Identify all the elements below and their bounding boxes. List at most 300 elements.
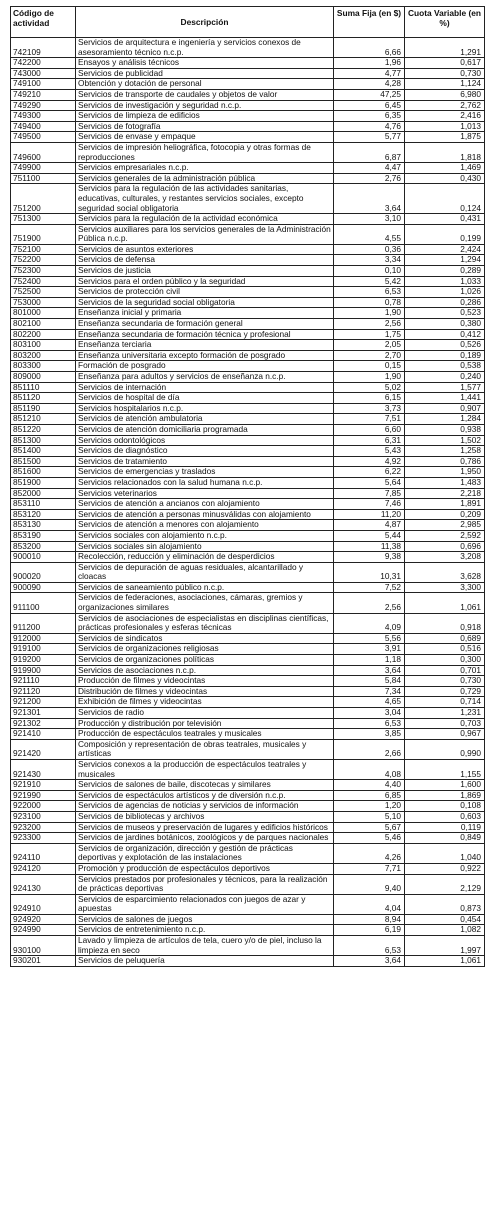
- activity-code-cell: 809000: [11, 372, 76, 383]
- table-row: [11, 89, 485, 100]
- activity-code-cell: 900090: [11, 582, 76, 593]
- table-row: [11, 142, 485, 162]
- description-cell: Servicios de depuración de aguas residuales, alcantarillado y cloacas: [76, 562, 334, 582]
- variable-rate-cell: 0,380: [405, 319, 485, 330]
- variable-rate-cell: 2,592: [405, 530, 485, 541]
- variable-rate-cell: 1,502: [405, 435, 485, 446]
- fixed-sum-cell: 11,20: [334, 509, 405, 520]
- fixed-sum-cell: 7,46: [334, 499, 405, 510]
- description-cell: Servicios conexos a la producción de espectáculos teatrales y musicales: [76, 759, 334, 779]
- variable-rate-cell: 1,082: [405, 925, 485, 936]
- fixed-sum-cell: 5,43: [334, 446, 405, 457]
- fixed-sum-cell: 1,90: [334, 372, 405, 383]
- variable-rate-cell: 0,124: [405, 184, 485, 214]
- description-cell: Servicios sociales sin alojamiento: [76, 541, 334, 552]
- variable-rate-cell: 0,300: [405, 655, 485, 666]
- activity-code-cell: 853110: [11, 499, 76, 510]
- fixed-sum-cell: 4,04: [334, 894, 405, 914]
- description-cell: Servicios de defensa: [76, 255, 334, 266]
- table-row: [11, 477, 485, 488]
- fixed-sum-cell: 1,75: [334, 329, 405, 340]
- description-cell: Servicios de atención domiciliaria programada: [76, 424, 334, 435]
- table-row: [11, 780, 485, 791]
- table-row: [11, 132, 485, 143]
- table-body: [11, 38, 485, 967]
- table-row: [11, 38, 485, 58]
- variable-rate-cell: 0,240: [405, 372, 485, 383]
- activity-code-cell: 851300: [11, 435, 76, 446]
- variable-rate-cell: 0,412: [405, 329, 485, 340]
- activity-code-cell: 923100: [11, 811, 76, 822]
- table-row: [11, 686, 485, 697]
- variable-rate-cell: 1,483: [405, 477, 485, 488]
- description-cell: Servicios de organizaciones políticas: [76, 655, 334, 666]
- variable-rate-cell: 1,600: [405, 780, 485, 791]
- activity-code-cell: 852000: [11, 488, 76, 499]
- fixed-sum-cell: 6,53: [334, 936, 405, 956]
- table-row: [11, 488, 485, 499]
- description-cell: Servicios de diagnóstico: [76, 446, 334, 457]
- variable-rate-cell: 0,873: [405, 894, 485, 914]
- description-cell: Servicios de radio: [76, 708, 334, 719]
- activity-code-cell: 923200: [11, 822, 76, 833]
- activity-code-cell: 853130: [11, 520, 76, 531]
- table-header-row: [11, 7, 485, 38]
- description-cell: Servicios de envase y empaque: [76, 132, 334, 143]
- variable-rate-cell: 0,786: [405, 456, 485, 467]
- variable-rate-cell: 2,129: [405, 874, 485, 894]
- table-row: [11, 361, 485, 372]
- header-description: Descripción: [76, 7, 334, 38]
- activity-tariff-table-page: [10, 6, 484, 967]
- description-cell: Servicios de fotografía: [76, 121, 334, 132]
- activity-code-cell: 851210: [11, 414, 76, 425]
- table-row: [11, 255, 485, 266]
- activity-code-cell: 853190: [11, 530, 76, 541]
- description-cell: Formación de posgrado: [76, 361, 334, 372]
- activity-code-cell: 919100: [11, 644, 76, 655]
- variable-rate-cell: 3,628: [405, 562, 485, 582]
- description-cell: Servicios de tratamiento: [76, 456, 334, 467]
- table-row: [11, 173, 485, 184]
- variable-rate-cell: 1,026: [405, 287, 485, 298]
- activity-code-cell: 851190: [11, 403, 76, 414]
- table-row: [11, 68, 485, 79]
- description-cell: Servicios de federaciones, asociaciones, cámaras, gremios y organizaciones similares: [76, 593, 334, 613]
- fixed-sum-cell: 2,66: [334, 739, 405, 759]
- table-row: [11, 224, 485, 244]
- fixed-sum-cell: 2,70: [334, 350, 405, 361]
- activity-code-cell: 924920: [11, 914, 76, 925]
- description-cell: Ensayos y análisis técnicos: [76, 58, 334, 69]
- activity-code-cell: 802200: [11, 329, 76, 340]
- table-row: [11, 790, 485, 801]
- variable-rate-cell: 0,849: [405, 833, 485, 844]
- description-cell: Exhibición de filmes y videocintas: [76, 697, 334, 708]
- variable-rate-cell: 1,577: [405, 382, 485, 393]
- description-cell: Servicios auxiliares para los servicios generales de la Administración Pública n.c.p.: [76, 224, 334, 244]
- variable-rate-cell: 2,985: [405, 520, 485, 531]
- activity-code-cell: 743000: [11, 68, 76, 79]
- fixed-sum-cell: 7,51: [334, 414, 405, 425]
- table-row: [11, 833, 485, 844]
- variable-rate-cell: 0,431: [405, 214, 485, 225]
- variable-rate-cell: 2,218: [405, 488, 485, 499]
- activity-code-cell: 851500: [11, 456, 76, 467]
- table-row: [11, 100, 485, 111]
- variable-rate-cell: 1,061: [405, 956, 485, 967]
- variable-rate-cell: 2,424: [405, 244, 485, 255]
- variable-rate-cell: 0,516: [405, 644, 485, 655]
- activity-code-cell: 921430: [11, 759, 76, 779]
- variable-rate-cell: 0,696: [405, 541, 485, 552]
- activity-code-cell: 921420: [11, 739, 76, 759]
- description-cell: Servicios de limpieza de edificios: [76, 111, 334, 122]
- header-activity-code: Código de actividad: [11, 7, 76, 38]
- table-row: [11, 718, 485, 729]
- activity-code-cell: 919900: [11, 665, 76, 676]
- table-row: [11, 350, 485, 361]
- variable-rate-cell: 1,155: [405, 759, 485, 779]
- fixed-sum-cell: 6,45: [334, 100, 405, 111]
- description-cell: Servicios veterinarios: [76, 488, 334, 499]
- fixed-sum-cell: 1,20: [334, 801, 405, 812]
- description-cell: Servicios de agencias de noticias y servicios de información: [76, 801, 334, 812]
- activity-code-cell: 911100: [11, 593, 76, 613]
- variable-rate-cell: 1,891: [405, 499, 485, 510]
- table-row: [11, 403, 485, 414]
- variable-rate-cell: 6,980: [405, 89, 485, 100]
- description-cell: Servicios de hospital de día: [76, 393, 334, 404]
- description-cell: Enseñanza para adultos y servicios de enseñanza n.c.p.: [76, 372, 334, 383]
- variable-rate-cell: 0,730: [405, 676, 485, 687]
- table-row: [11, 79, 485, 90]
- description-cell: Servicios de publicidad: [76, 68, 334, 79]
- table-row: [11, 541, 485, 552]
- fixed-sum-cell: 6,66: [334, 38, 405, 58]
- fixed-sum-cell: 4,28: [334, 79, 405, 90]
- variable-rate-cell: 0,454: [405, 914, 485, 925]
- fixed-sum-cell: 2,56: [334, 593, 405, 613]
- description-cell: Enseñanza terciaria: [76, 340, 334, 351]
- description-cell: Producción y distribución por televisión: [76, 718, 334, 729]
- variable-rate-cell: 0,538: [405, 361, 485, 372]
- variable-rate-cell: 3,300: [405, 582, 485, 593]
- fixed-sum-cell: 3,10: [334, 214, 405, 225]
- fixed-sum-cell: 3,34: [334, 255, 405, 266]
- variable-rate-cell: 1,950: [405, 467, 485, 478]
- table-row: [11, 874, 485, 894]
- fixed-sum-cell: 7,71: [334, 863, 405, 874]
- activity-code-cell: 753000: [11, 297, 76, 308]
- description-cell: Servicios de organizaciones religiosas: [76, 644, 334, 655]
- description-cell: Servicios de transporte de caudales y objetos de valor: [76, 89, 334, 100]
- description-cell: Servicios de justicia: [76, 266, 334, 277]
- table-row: [11, 562, 485, 582]
- table-row: [11, 633, 485, 644]
- variable-rate-cell: 1,997: [405, 936, 485, 956]
- activity-code-cell: 851900: [11, 477, 76, 488]
- description-cell: Enseñanza secundaria de formación general: [76, 319, 334, 330]
- variable-rate-cell: 0,189: [405, 350, 485, 361]
- description-cell: Servicios hospitalarios n.c.p.: [76, 403, 334, 414]
- variable-rate-cell: 0,703: [405, 718, 485, 729]
- fixed-sum-cell: 5,67: [334, 822, 405, 833]
- table-row: [11, 244, 485, 255]
- fixed-sum-cell: 6,19: [334, 925, 405, 936]
- fixed-sum-cell: 0,78: [334, 297, 405, 308]
- description-cell: Servicios de atención a ancianos con alojamiento: [76, 499, 334, 510]
- fixed-sum-cell: 11,38: [334, 541, 405, 552]
- description-cell: Servicios de organización, dirección y gestión de prácticas deportivas y explotación de las instalaciones: [76, 843, 334, 863]
- fixed-sum-cell: 6,53: [334, 287, 405, 298]
- activity-code-cell: 851600: [11, 467, 76, 478]
- fixed-sum-cell: 1,90: [334, 308, 405, 319]
- activity-code-cell: 921200: [11, 697, 76, 708]
- activity-code-cell: 924120: [11, 863, 76, 874]
- fixed-sum-cell: 3,85: [334, 729, 405, 740]
- header-fixed-sum: Suma Fija (en $): [334, 7, 405, 38]
- description-cell: Servicios de sindicatos: [76, 633, 334, 644]
- table-row: [11, 111, 485, 122]
- variable-rate-cell: 0,689: [405, 633, 485, 644]
- description-cell: Servicios para el orden público y la seguridad: [76, 276, 334, 287]
- description-cell: Servicios de asociaciones de especialistas en disciplinas científicas, prácticas profesionales y esferas técnicas: [76, 613, 334, 633]
- activity-code-cell: 749400: [11, 121, 76, 132]
- table-row: [11, 925, 485, 936]
- fixed-sum-cell: 5,44: [334, 530, 405, 541]
- description-cell: Servicios de esparcimiento relacionados con juegos de azar y apuestas: [76, 894, 334, 914]
- fixed-sum-cell: 4,92: [334, 456, 405, 467]
- table-row: [11, 759, 485, 779]
- variable-rate-cell: 1,033: [405, 276, 485, 287]
- variable-rate-cell: 0,922: [405, 863, 485, 874]
- description-cell: Obtención y dotación de personal: [76, 79, 334, 90]
- activity-code-cell: 921990: [11, 790, 76, 801]
- table-row: [11, 424, 485, 435]
- description-cell: Servicios para la regulación de la actividad económica: [76, 214, 334, 225]
- activity-code-cell: 749100: [11, 79, 76, 90]
- fixed-sum-cell: 6,15: [334, 393, 405, 404]
- table-row: [11, 530, 485, 541]
- table-row: [11, 163, 485, 174]
- table-row: [11, 665, 485, 676]
- description-cell: Servicios empresariales n.c.p.: [76, 163, 334, 174]
- description-cell: Servicios de la seguridad social obligatoria: [76, 297, 334, 308]
- table-row: [11, 739, 485, 759]
- description-cell: Servicios de museos y preservación de lugares y edificios históricos: [76, 822, 334, 833]
- description-cell: Promoción y producción de espectáculos deportivos: [76, 863, 334, 874]
- fixed-sum-cell: 1,18: [334, 655, 405, 666]
- description-cell: Servicios de atención ambulatoria: [76, 414, 334, 425]
- variable-rate-cell: 1,231: [405, 708, 485, 719]
- fixed-sum-cell: 5,77: [334, 132, 405, 143]
- fixed-sum-cell: 3,04: [334, 708, 405, 719]
- table-row: [11, 843, 485, 863]
- description-cell: Servicios de asuntos exteriores: [76, 244, 334, 255]
- activity-code-cell: 900020: [11, 562, 76, 582]
- description-cell: Servicios de bibliotecas y archivos: [76, 811, 334, 822]
- fixed-sum-cell: 6,31: [334, 435, 405, 446]
- table-row: [11, 121, 485, 132]
- fixed-sum-cell: 3,64: [334, 184, 405, 214]
- variable-rate-cell: 0,967: [405, 729, 485, 740]
- description-cell: Servicios de internación: [76, 382, 334, 393]
- table-row: [11, 894, 485, 914]
- fixed-sum-cell: 5,46: [334, 833, 405, 844]
- fixed-sum-cell: 4,87: [334, 520, 405, 531]
- description-cell: Servicios generales de la administración pública: [76, 173, 334, 184]
- fixed-sum-cell: 5,42: [334, 276, 405, 287]
- activity-code-cell: 912000: [11, 633, 76, 644]
- description-cell: Servicios de atención a personas minusválidas con alojamiento: [76, 509, 334, 520]
- description-cell: Enseñanza secundaria de formación técnica y profesional: [76, 329, 334, 340]
- activity-code-cell: 749210: [11, 89, 76, 100]
- description-cell: Servicios de investigación y seguridad n.c.p.: [76, 100, 334, 111]
- fixed-sum-cell: 4,08: [334, 759, 405, 779]
- fixed-sum-cell: 6,87: [334, 142, 405, 162]
- table-row: [11, 329, 485, 340]
- activity-code-cell: 853200: [11, 541, 76, 552]
- variable-rate-cell: 1,441: [405, 393, 485, 404]
- table-row: [11, 435, 485, 446]
- variable-rate-cell: 1,040: [405, 843, 485, 863]
- fixed-sum-cell: 9,40: [334, 874, 405, 894]
- activity-code-cell: 924990: [11, 925, 76, 936]
- fixed-sum-cell: 4,40: [334, 780, 405, 791]
- activity-code-cell: 924130: [11, 874, 76, 894]
- description-cell: Servicios odontológicos: [76, 435, 334, 446]
- fixed-sum-cell: 1,96: [334, 58, 405, 69]
- activity-code-cell: 924110: [11, 843, 76, 863]
- fixed-sum-cell: 2,05: [334, 340, 405, 351]
- table-row: [11, 266, 485, 277]
- fixed-sum-cell: 9,38: [334, 552, 405, 563]
- table-row: [11, 936, 485, 956]
- fixed-sum-cell: 4,65: [334, 697, 405, 708]
- description-cell: Servicios de atención a menores con alojamiento: [76, 520, 334, 531]
- fixed-sum-cell: 0,36: [334, 244, 405, 255]
- activity-code-cell: 851120: [11, 393, 76, 404]
- activity-code-cell: 803300: [11, 361, 76, 372]
- activity-code-cell: 751100: [11, 173, 76, 184]
- variable-rate-cell: 0,907: [405, 403, 485, 414]
- activity-code-cell: 803100: [11, 340, 76, 351]
- table-row: [11, 414, 485, 425]
- table-row: [11, 297, 485, 308]
- variable-rate-cell: 0,730: [405, 68, 485, 79]
- variable-rate-cell: 3,208: [405, 552, 485, 563]
- table-row: [11, 372, 485, 383]
- variable-rate-cell: 1,469: [405, 163, 485, 174]
- table-row: [11, 863, 485, 874]
- fixed-sum-cell: 3,64: [334, 956, 405, 967]
- description-cell: Servicios de jardines botánicos, zoológicos y de parques nacionales: [76, 833, 334, 844]
- description-cell: Enseñanza inicial y primaria: [76, 308, 334, 319]
- variable-rate-cell: 0,918: [405, 613, 485, 633]
- table-row: [11, 822, 485, 833]
- table-row: [11, 582, 485, 593]
- activity-code-cell: 851220: [11, 424, 76, 435]
- activity-code-cell: 930100: [11, 936, 76, 956]
- activity-code-cell: 919200: [11, 655, 76, 666]
- description-cell: Servicios de salones de juegos: [76, 914, 334, 925]
- description-cell: Servicios de arquitectura e ingeniería y servicios conexos de asesoramiento técnico n.c.p.: [76, 38, 334, 58]
- table-row: [11, 308, 485, 319]
- description-cell: Recolección, reducción y eliminación de desperdicios: [76, 552, 334, 563]
- table-row: [11, 655, 485, 666]
- activity-code-cell: 802100: [11, 319, 76, 330]
- description-cell: Producción de filmes y videocintas: [76, 676, 334, 687]
- fixed-sum-cell: 4,47: [334, 163, 405, 174]
- activity-code-cell: 921301: [11, 708, 76, 719]
- variable-rate-cell: 0,108: [405, 801, 485, 812]
- activity-code-cell: 851110: [11, 382, 76, 393]
- fixed-sum-cell: 6,22: [334, 467, 405, 478]
- fixed-sum-cell: 4,76: [334, 121, 405, 132]
- table-row: [11, 697, 485, 708]
- description-cell: Servicios de impresión heliográfica, fotocopia y otras formas de reproducciones: [76, 142, 334, 162]
- variable-rate-cell: 0,617: [405, 58, 485, 69]
- table-row: [11, 729, 485, 740]
- fixed-sum-cell: 3,91: [334, 644, 405, 655]
- variable-rate-cell: 0,119: [405, 822, 485, 833]
- variable-rate-cell: 0,603: [405, 811, 485, 822]
- fixed-sum-cell: 3,73: [334, 403, 405, 414]
- variable-rate-cell: 0,286: [405, 297, 485, 308]
- activity-code-cell: 930201: [11, 956, 76, 967]
- variable-rate-cell: 1,869: [405, 790, 485, 801]
- variable-rate-cell: 2,762: [405, 100, 485, 111]
- activity-code-cell: 923300: [11, 833, 76, 844]
- table-row: [11, 319, 485, 330]
- activity-code-cell: 911200: [11, 613, 76, 633]
- variable-rate-cell: 0,714: [405, 697, 485, 708]
- variable-rate-cell: 0,701: [405, 665, 485, 676]
- description-cell: Servicios de saneamiento público n.c.p.: [76, 582, 334, 593]
- activity-code-cell: 752100: [11, 244, 76, 255]
- table-row: [11, 676, 485, 687]
- fixed-sum-cell: 7,34: [334, 686, 405, 697]
- table-row: [11, 467, 485, 478]
- variable-rate-cell: 1,294: [405, 255, 485, 266]
- activity-code-cell: 921120: [11, 686, 76, 697]
- table-row: [11, 956, 485, 967]
- activity-code-cell: 752400: [11, 276, 76, 287]
- fixed-sum-cell: 5,10: [334, 811, 405, 822]
- fixed-sum-cell: 0,15: [334, 361, 405, 372]
- variable-rate-cell: 1,818: [405, 142, 485, 162]
- description-cell: Servicios de salones de baile, discotecas y similares: [76, 780, 334, 791]
- fixed-sum-cell: 47,25: [334, 89, 405, 100]
- variable-rate-cell: 0,523: [405, 308, 485, 319]
- table-row: [11, 708, 485, 719]
- table-row: [11, 613, 485, 633]
- activity-code-cell: 921910: [11, 780, 76, 791]
- description-cell: Servicios prestados por profesionales y técnicos, para la realización de prácticas deportivas: [76, 874, 334, 894]
- variable-rate-cell: 2,416: [405, 111, 485, 122]
- variable-rate-cell: 0,938: [405, 424, 485, 435]
- table-row: [11, 914, 485, 925]
- table-row: [11, 340, 485, 351]
- table-row: [11, 214, 485, 225]
- fixed-sum-cell: 3,64: [334, 665, 405, 676]
- activity-code-cell: 751900: [11, 224, 76, 244]
- activity-code-cell: 900010: [11, 552, 76, 563]
- activity-code-cell: 751300: [11, 214, 76, 225]
- activity-code-cell: 742200: [11, 58, 76, 69]
- variable-rate-cell: 0,430: [405, 173, 485, 184]
